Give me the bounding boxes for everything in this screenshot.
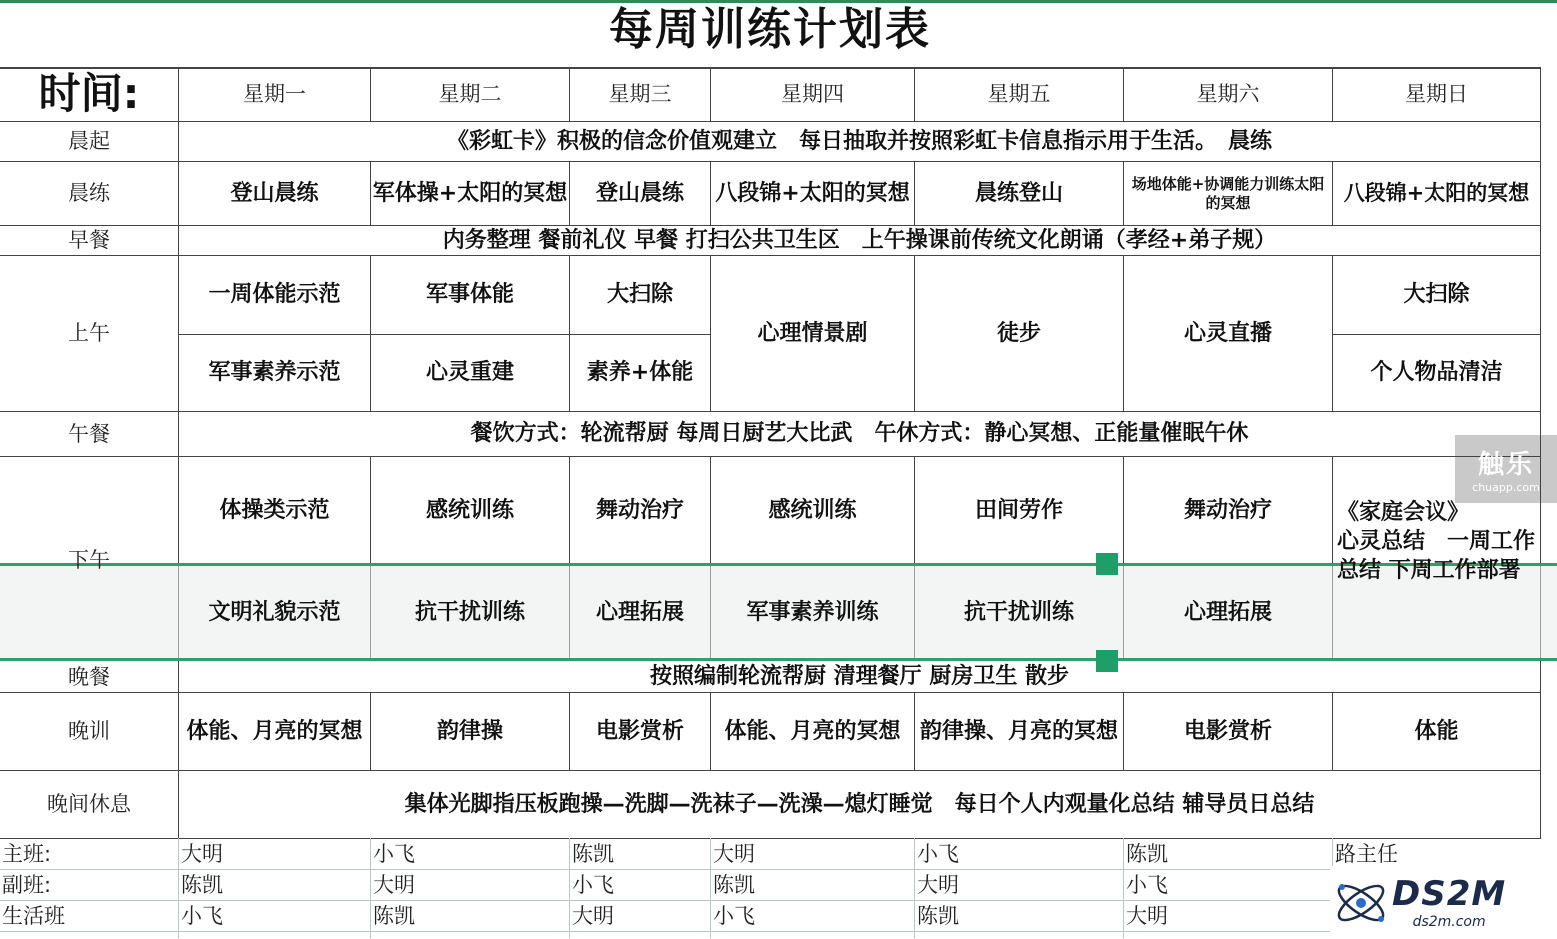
duty-label-fuban: 副班: [2,872,52,897]
shangwu-cell: 心灵直播 [1183,320,1272,346]
shangwu-cell: 军事体能 [425,282,514,308]
chenlian-cell: 晨练登山 [974,180,1063,206]
ds2m-watermark-sub: ds2m.com [1412,914,1486,930]
shangwu-cell: 大扫除 [606,282,673,308]
duty-cell: 大明 [572,903,614,928]
row-label-wanjian: 晚间休息 [47,792,131,817]
duty-cell: 陈凯 [572,841,614,866]
shangwu-cell: 军事素养示范 [208,360,341,386]
shangwu-cell: 徒步 [996,320,1041,346]
shangwu-cell: 大扫除 [1403,282,1470,308]
wanxun-cell: 体能、月亮的冥想 [186,718,363,744]
shangwu-cell: 个人物品清洁 [1370,360,1503,386]
chenlian-cell: 八段锦+太阳的冥想 [715,180,910,206]
ds2m-watermark [1330,866,1555,938]
chuapp-watermark-main: 触乐 [1477,450,1534,480]
chuapp-watermark [1455,435,1557,503]
chenlian-cell: 八段锦+太阳的冥想 [1343,181,1530,206]
xiawu-cell: 体操类示范 [219,497,330,523]
wanxun-cell: 韵律操、月亮的冥想 [919,718,1118,744]
duty-cell: 小飞 [1126,872,1168,897]
row-label-wanxun: 晚训 [68,719,110,744]
xiawu-cell: 舞动治疗 [1183,497,1272,523]
duty-cell: 陈凯 [181,872,223,897]
duty-cell: 小飞 [713,903,755,928]
wanxun-cell: 体能、月亮的冥想 [724,718,901,744]
wanxun-cell: 韵律操 [436,718,503,744]
chenlian-cell: 军体操+太阳的冥想 [372,180,568,206]
selection-handle-top[interactable] [1096,553,1118,575]
sunday-line1: 《家庭会议》 [1337,500,1470,525]
duty-cell: 大明 [1126,903,1168,928]
duty-cell: 小飞 [181,903,223,928]
duty-cell: 陈凯 [1126,841,1168,866]
row-label-wancan: 晚餐 [68,664,110,689]
xiawu-cell: 心理拓展 [595,599,684,625]
xiawu-cell: 心理拓展 [1183,599,1272,625]
xiawu-cell: 抗干扰训练 [414,599,525,625]
duty-cell: 小飞 [373,841,415,866]
duty-cell: 陈凯 [917,903,959,928]
duty-cell: 小飞 [917,841,959,866]
duty-cell: 陈凯 [713,872,755,897]
row-label-zaocan: 早餐 [68,228,110,253]
xiawu-cell: 田间劳作 [974,497,1063,523]
atom-logo-icon [1330,867,1392,937]
zaocan-text: 内务整理 餐前礼仪 早餐 打扫公共卫生区 上午操课前传统文化朗诵（孝经+弟子规） [442,227,1277,253]
day-header: 星期四 [781,81,844,106]
row-label-xiawu: 下午 [68,547,110,572]
shangwu-cell: 心理情景剧 [757,320,868,346]
duty-cell: 陈凯 [373,903,415,928]
day-header: 星期日 [1405,81,1468,106]
xiawu-cell: 感统训练 [768,497,857,523]
duty-cell: 大明 [713,841,755,866]
duty-label-shenghuo: 生活班 [2,903,65,928]
duty-cell: 大明 [917,872,959,897]
row-label-chenqi: 晨起 [68,129,110,154]
chuapp-watermark-sub: chuapp.com [1472,481,1540,494]
time-header: 时间: [38,68,140,118]
chenlian-cell: 场地体能+协调能力训练太阳的冥想 [1131,174,1325,212]
ds2m-watermark-main: DS2M [1392,874,1507,914]
xiawu-cell: 舞动治疗 [595,497,684,523]
row-label-wucan: 午餐 [68,421,110,446]
duty-cell: 小飞 [572,872,614,897]
xiawu-cell: 文明礼貌示范 [208,599,341,625]
row-label-chenlian: 晨练 [68,181,110,206]
chenlian-cell: 登山晨练 [595,180,684,206]
duty-cell: 大明 [181,841,223,866]
wanxun-cell: 体能 [1414,718,1459,744]
duty-label-zhuban: 主班: [2,841,52,866]
day-header: 星期六 [1196,81,1260,106]
chenqi-text: 《彩虹卡》积极的信念价值观建立 每日抽取并按照彩虹卡信息指示用于生活。 晨练 [446,128,1272,154]
wancan-text: 按照编制轮流帮厨 清理餐厅 厨房卫生 散步 [650,664,1069,690]
chenlian-cell: 登山晨练 [230,180,319,206]
wucan-text: 餐饮方式：轮流帮厨 每周日厨艺大比武 午休方式：静心冥想、正能量催眠午休 [470,421,1249,447]
xiawu-cell: 感统训练 [425,497,514,523]
day-header: 星期一 [243,81,306,106]
wanxun-cell: 电影赏析 [595,718,684,744]
page-title: 每周训练计划表 [609,4,931,55]
xiawu-cell: 抗干扰训练 [963,599,1074,625]
shangwu-cell: 心灵重建 [425,360,514,386]
shangwu-cell: 素养+体能 [586,360,694,386]
day-header: 星期三 [608,81,672,106]
xiawu-sunday-cell [1337,498,1537,585]
sunday-line2: 心灵总结 一周工作总结 下周工作部署 [1337,529,1536,583]
shangwu-cell: 一周体能示范 [208,282,341,308]
row-label-shangwu: 上午 [68,321,110,346]
wanjian-text: 集体光脚指压板跑操—洗脚—洗袜子—洗澡—熄灯睡觉 每日个人内观量化总结 辅导员日总结 [404,791,1315,817]
day-header: 星期二 [438,81,502,106]
xiawu-cell: 军事素养训练 [746,599,879,625]
wanxun-cell: 电影赏析 [1183,718,1272,744]
duty-cell: 路主任 [1335,841,1398,866]
day-header: 星期五 [987,81,1051,106]
duty-cell: 大明 [373,872,415,897]
